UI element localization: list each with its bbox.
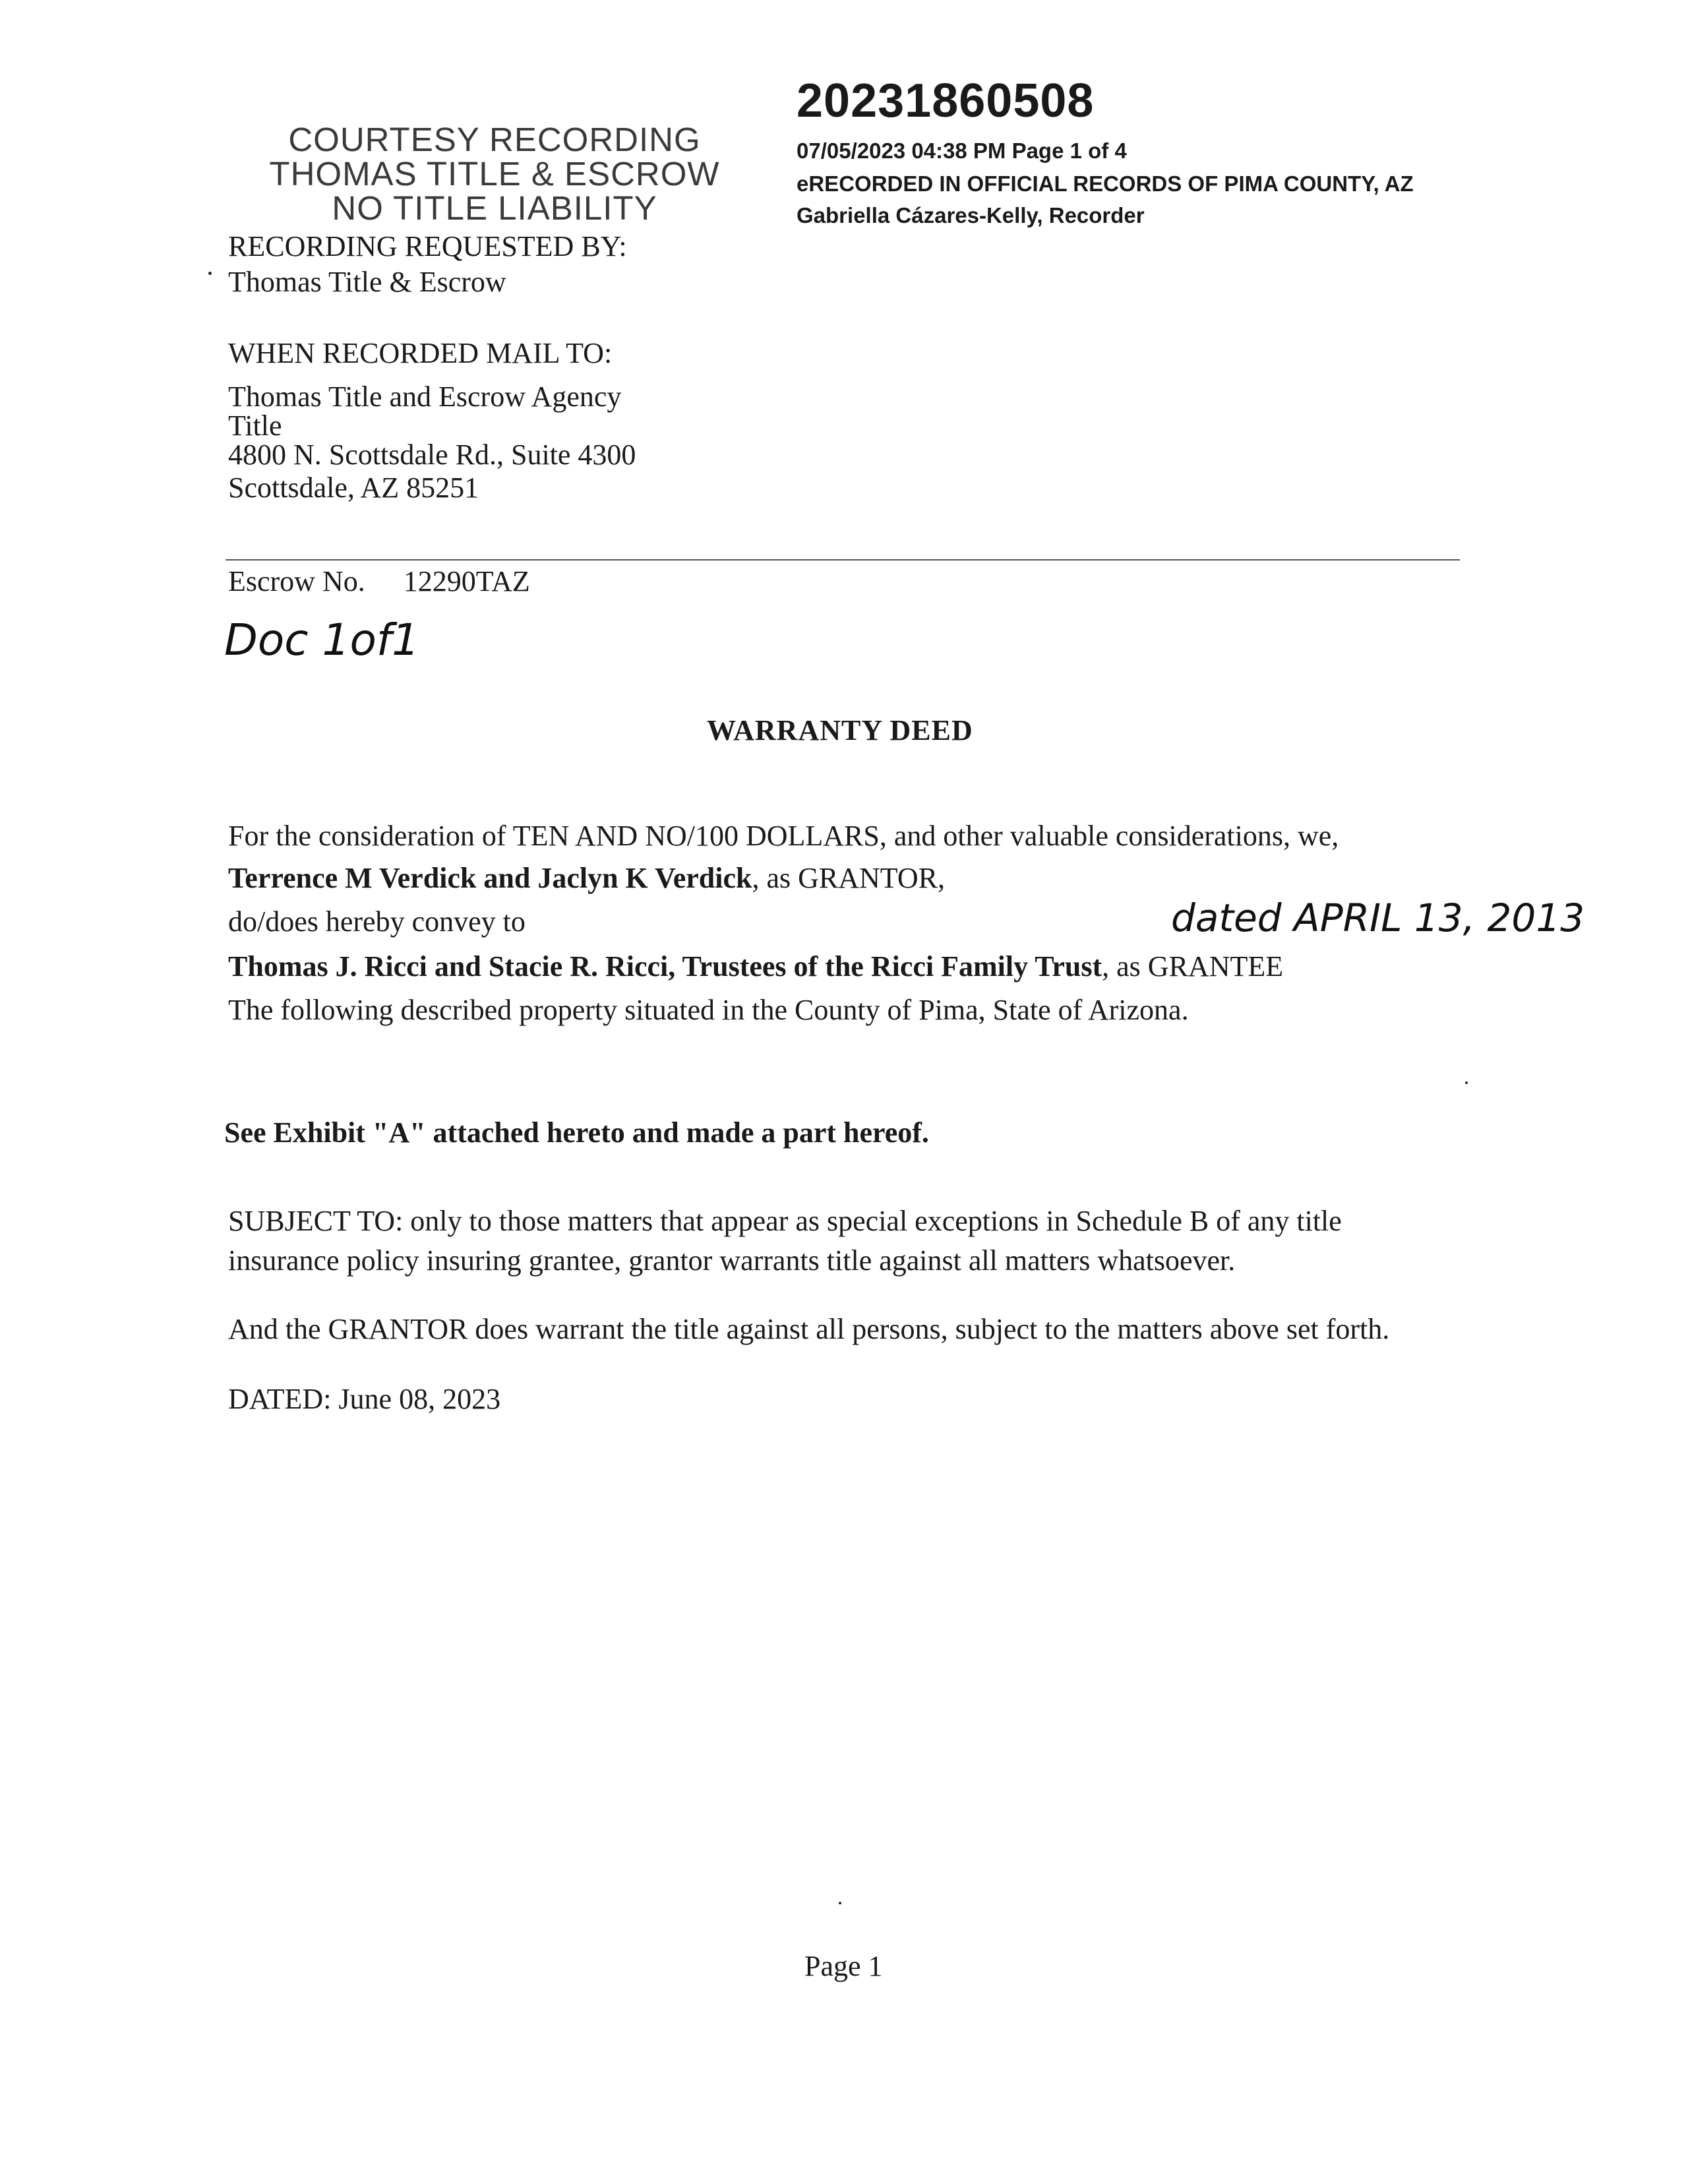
mail-to-line-1: Thomas Title and Escrow Agency [228,380,622,413]
escrow-number: 12290TAZ [403,565,530,597]
grantee-line [228,950,1283,983]
exhibit-line: See Exhibit "A" attached hereto and made a part hereof. [224,1116,929,1149]
page-number: Page 1 [804,1950,883,1982]
escrow-label: Escrow No. [228,565,365,597]
mail-to-line-3: 4800 N. Scottsdale Rd., Suite 4300 [228,439,636,471]
stamp-line-3: NO TITLE LIABILITY [332,189,657,227]
stamp-line-1: COURTESY RECORDING [288,121,701,158]
mail-to-line-2: Title [228,410,282,442]
handwritten-doc-note: Doc 1of1 [224,615,420,665]
escrow-line [228,566,530,597]
grantor-line [228,861,945,895]
requested-by-label: RECORDING REQUESTED BY: [228,230,627,262]
subject-to-line-1: SUBJECT TO: only to those matters that appear as special exceptions in Schedule B of any title [228,1205,1342,1237]
grantee-suffix: , as GRANTEE [1102,950,1284,983]
stray-dot [208,272,212,275]
recording-office: eRECORDED IN OFFICIAL RECORDS OF PIMA COUNTY, AZ [797,171,1414,196]
recording-recorder: Gabriella Cázares-Kelly, Recorder [797,203,1145,228]
stray-dot [839,1902,841,1904]
grantor-names: Terrence M Verdick and Jaclyn K Verdick [228,862,752,894]
handwritten-dated-note: dated APRIL 13, 2013 [1171,895,1585,940]
consideration-line: For the consideration of TEN AND NO/100 DOLLARS, and other valuable considerations, we, [228,820,1339,852]
recording-datetime-page: 07/05/2023 04:38 PM Page 1 of 4 [797,138,1127,163]
horizontal-divider [226,559,1460,561]
mail-to-label: WHEN RECORDED MAIL TO: [228,337,613,369]
stamp-line-2: THOMAS TITLE & ESCROW [269,155,720,193]
warranty-line: And the GRANTOR does warrant the title against all persons, subject to the matters above set forth. [228,1313,1390,1345]
document-title: WARRANTY DEED [707,714,973,746]
requested-by-name: Thomas Title & Escrow [228,266,506,298]
stray-dot [1465,1081,1468,1084]
grantor-suffix: , as GRANTOR, [752,862,946,894]
recording-number: 20231860508 [797,75,1095,127]
convey-line: do/does hereby convey to [228,905,526,938]
grantee-names: Thomas J. Ricci and Stacie R. Ricci, Trustees of the Ricci Family Trust [228,950,1102,983]
mail-to-line-4: Scottsdale, AZ 85251 [228,471,479,504]
dated-line: DATED: June 08, 2023 [228,1383,501,1415]
property-line: The following described property situated in the County of Pima, State of Arizona. [228,994,1189,1026]
subject-to-line-2: insurance policy insuring grantee, grantor warrants title against all matters whatsoever. [228,1244,1236,1277]
